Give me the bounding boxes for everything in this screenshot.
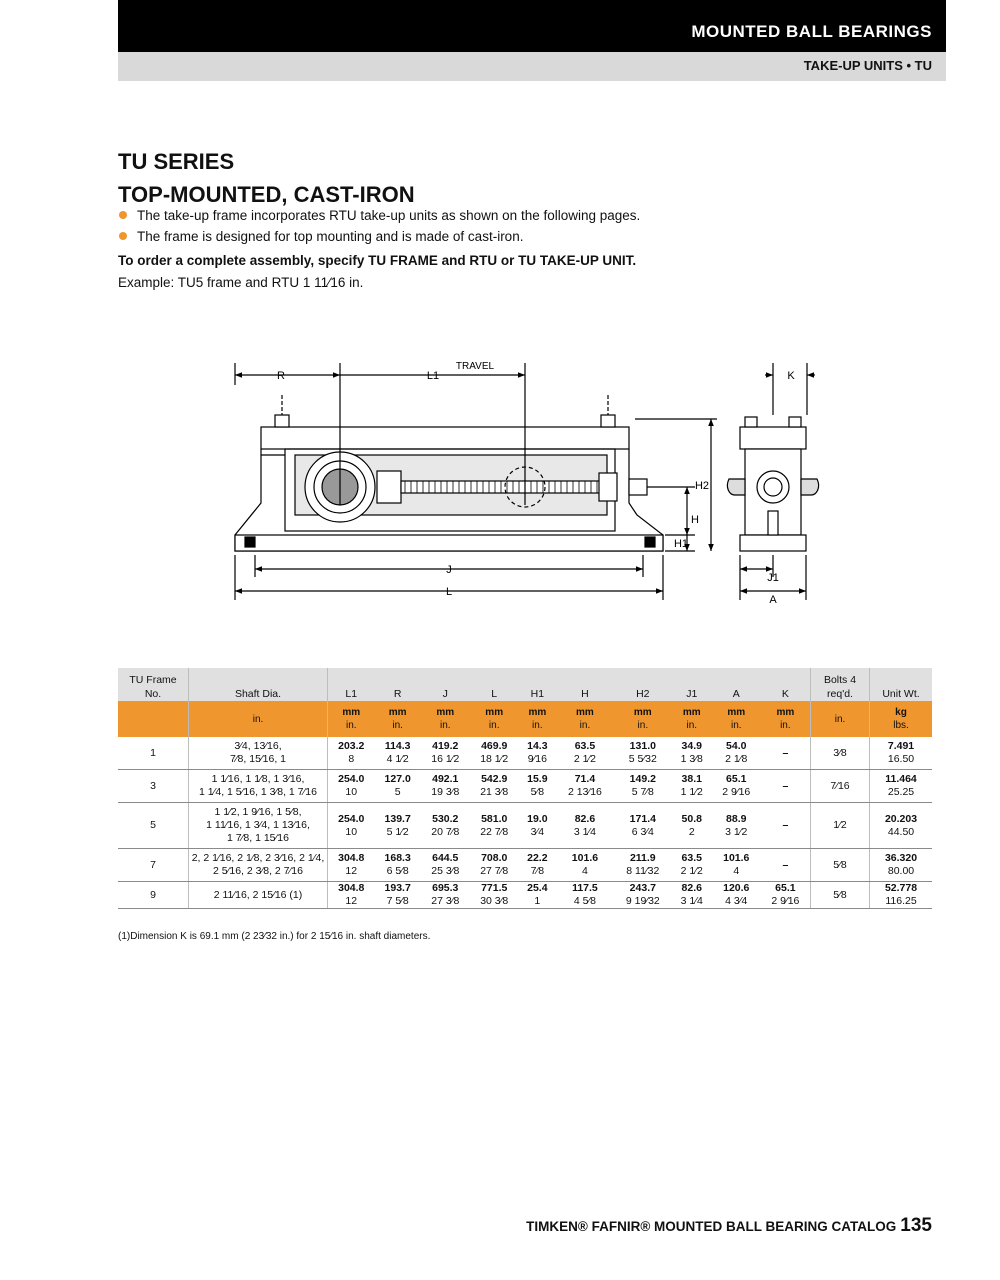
table-body	[118, 737, 932, 909]
shaft-dia-line: 2 11⁄16, 2 15⁄16 (1)	[213, 888, 303, 901]
metric-value: 117.5	[572, 882, 598, 894]
imperial-value: 4 3⁄4	[725, 895, 748, 907]
bullet-icon	[119, 232, 127, 240]
metric-value: 63.5	[574, 740, 596, 752]
dim-label-j1: J1	[767, 572, 779, 584]
dimension-cell	[712, 770, 761, 803]
metric-value: 644.5	[432, 852, 459, 864]
table-header-row	[118, 668, 932, 701]
bolt-size-cell: 1⁄2	[811, 803, 870, 849]
metric-value: 168.3	[384, 852, 411, 864]
table-row	[118, 803, 932, 849]
imperial-value: 2 9⁄16	[771, 895, 800, 907]
metric-value: 127.0	[384, 773, 411, 785]
metric-value: 88.9	[726, 812, 747, 825]
imperial-value: 6 5⁄8	[386, 865, 409, 877]
unit-cell: mm in.	[712, 701, 761, 737]
imperial-value: 25 3⁄8	[431, 865, 460, 877]
weight-cell	[870, 737, 933, 770]
imperial-value: 20 7⁄8	[431, 825, 460, 838]
dimension-cell	[672, 803, 712, 849]
imperial-value: 27 3⁄8	[431, 895, 460, 907]
unit-cell: mm in.	[672, 701, 712, 737]
imperial-value: 6 3⁄4	[631, 825, 654, 838]
imperial-value: 7 5⁄8	[386, 895, 409, 907]
imperial-value: 2 1⁄2	[573, 753, 597, 765]
metric-value: 50.8	[681, 812, 702, 825]
dimension-cell	[421, 770, 470, 803]
metric-value: 114.3	[384, 740, 411, 752]
dim-label-r: R	[277, 370, 285, 382]
weight-kg: 11.464	[885, 773, 917, 785]
order-note: To order a complete assembly, specify TU FRAME and RTU or TU TAKE-UP UNIT.	[118, 253, 637, 268]
frame-number-cell: 5	[118, 803, 189, 849]
bolt-size-cell: 3⁄8	[811, 737, 870, 770]
dim-label-l1: L1	[426, 370, 440, 382]
dimension-cell	[328, 882, 375, 909]
col-h1: H1	[519, 668, 556, 701]
unit-cell: mm in.	[375, 701, 421, 737]
dimension-cell	[556, 849, 614, 882]
metric-value: 771.5	[481, 882, 508, 894]
metric-value: 82.6	[574, 812, 596, 825]
weight-lbs: 116.25	[885, 895, 917, 907]
metric-value: –	[782, 819, 789, 831]
metric-value: 34.9	[681, 740, 702, 752]
dimension-cell	[556, 882, 614, 909]
shaft-dia-cell	[189, 882, 328, 909]
metric-value: 254.0	[338, 812, 365, 825]
unit-cell: mm in.	[556, 701, 614, 737]
dimension-cell	[421, 737, 470, 770]
col-l: L	[470, 668, 519, 701]
metric-value: 581.0	[481, 812, 508, 825]
dimension-cell	[672, 770, 712, 803]
metric-value: 243.7	[629, 882, 656, 894]
feature-item	[118, 226, 640, 247]
metric-value: 708.0	[481, 852, 508, 864]
unit-cell: mm in.	[470, 701, 519, 737]
imperial-value: 4 1⁄2	[386, 753, 409, 765]
imperial-value: 22 7⁄8	[480, 825, 509, 838]
shaft-dia-cell	[189, 770, 328, 803]
col-frame: TU Frame No.	[118, 668, 189, 701]
frame-number-cell: 7	[118, 849, 189, 882]
metric-value: 38.1	[681, 773, 702, 785]
dimension-cell	[470, 849, 519, 882]
footnote: (1)Dimension K is 69.1 mm (2 23⁄32 in.) for 2 15⁄16 in. shaft diameters.	[118, 931, 431, 942]
unit-cell: mm in.	[328, 701, 375, 737]
weight-cell	[870, 803, 933, 849]
metric-value: 15.9	[527, 773, 548, 785]
imperial-value: 1	[534, 895, 541, 907]
imperial-value: 12	[345, 865, 358, 877]
dimension-cell	[470, 882, 519, 909]
imperial-value: 3 1⁄4	[573, 825, 597, 838]
metric-value: 530.2	[432, 812, 459, 825]
dimension-cell	[712, 849, 761, 882]
imperial-value: 30 3⁄8	[480, 895, 509, 907]
metric-value: 131.0	[629, 740, 656, 752]
dimension-cell	[614, 770, 672, 803]
title-line-2: TOP-MOUNTED, CAST-IRON	[118, 182, 415, 207]
dimension-cell	[556, 803, 614, 849]
unit-cell	[118, 701, 189, 737]
shaft-dia-cell	[189, 803, 328, 849]
unit-cell: in.	[189, 701, 328, 737]
metric-value: 101.6	[723, 852, 750, 864]
dimension-cell	[421, 803, 470, 849]
dimension-cell	[375, 770, 421, 803]
dimension-cell	[672, 737, 712, 770]
imperial-value: 3⁄4	[530, 825, 545, 838]
feature-item	[118, 205, 640, 226]
imperial-value: 3 1⁄2	[725, 825, 748, 838]
metric-value: 63.5	[681, 852, 702, 864]
metric-value: 254.0	[338, 773, 365, 785]
shaft-dia-line: 1 11⁄16, 1 3⁄4, 1 13⁄16,	[206, 819, 310, 831]
dimension-cell	[519, 849, 556, 882]
imperial-value: 2 9⁄16	[722, 786, 751, 798]
metric-value: 14.3	[527, 740, 548, 752]
imperial-value: 10	[345, 825, 358, 838]
weight-cell	[870, 770, 933, 803]
imperial-value: 1 3⁄8	[680, 753, 703, 765]
imperial-value: 16 1⁄2	[431, 753, 460, 765]
imperial-value: 9⁄16	[527, 753, 547, 765]
weight-kg: 20.203	[884, 812, 918, 825]
shaft-dia-cell	[189, 849, 328, 882]
imperial-value: 18 1⁄2	[480, 753, 509, 765]
dimension-cell	[375, 803, 421, 849]
order-example: Example: TU5 frame and RTU 1 11⁄16 in.	[118, 275, 364, 290]
weight-kg: 7.491	[887, 740, 915, 752]
weight-lbs: 80.00	[887, 865, 915, 877]
dim-label-travel: TRAVEL	[455, 361, 495, 372]
col-weight: Unit Wt.	[870, 668, 933, 701]
dim-label-a: A	[769, 594, 777, 605]
dimension-cell	[614, 849, 672, 882]
col-a: A	[712, 668, 761, 701]
imperial-value: 2 1⁄8	[725, 753, 748, 765]
dim-label-h1: H1	[673, 538, 689, 550]
dimension-cell	[761, 770, 811, 803]
col-h: H	[556, 668, 614, 701]
col-h2: H2	[614, 668, 672, 701]
shaft-dia-line: 1 1⁄16, 1 1⁄8, 1 3⁄16,	[211, 773, 305, 785]
shaft-dia-cell	[189, 737, 328, 770]
dimension-cell	[421, 882, 470, 909]
shaft-dia-line: 1 1⁄2, 1 9⁄16, 1 5⁄8,	[214, 806, 302, 818]
metric-value: 19.0	[527, 812, 548, 825]
metric-value: 65.1	[775, 882, 796, 894]
col-r: R	[375, 668, 421, 701]
metric-value: 149.2	[629, 773, 656, 785]
dimension-cell	[470, 737, 519, 770]
metric-value: 211.9	[629, 852, 656, 864]
unit-cell: mm in.	[421, 701, 470, 737]
metric-value: 304.8	[338, 852, 365, 864]
page-footer	[526, 1215, 932, 1237]
metric-value: 492.1	[432, 773, 459, 785]
frame-number-cell: 9	[118, 882, 189, 909]
dimension-cell	[672, 882, 712, 909]
metric-value: 120.6	[723, 882, 750, 894]
metric-value: 71.4	[574, 773, 596, 785]
subheader-bar	[118, 52, 946, 81]
header-title: MOUNTED BALL BEARINGS	[691, 22, 932, 41]
imperial-value: 3 1⁄4	[680, 895, 703, 907]
dim-label-k: K	[787, 370, 795, 382]
metric-value: 22.2	[527, 852, 548, 864]
dimension-cell	[761, 803, 811, 849]
dimension-cell	[470, 803, 519, 849]
imperial-value: 12	[345, 895, 358, 907]
imperial-value: 2 13⁄16	[568, 786, 602, 798]
metric-value: 54.0	[726, 740, 747, 752]
imperial-value: 4	[733, 865, 740, 877]
unit-cell: mm in.	[761, 701, 811, 737]
unit-cell: in.	[811, 701, 870, 737]
col-j1: J1	[672, 668, 712, 701]
shaft-dia-line: 1 7⁄8, 1 15⁄16	[227, 832, 289, 844]
table-row	[118, 882, 932, 909]
dimension-cell	[672, 849, 712, 882]
table-row	[118, 737, 932, 770]
dimension-cell	[761, 882, 811, 909]
metric-value: –	[782, 858, 789, 871]
imperial-value: 10	[345, 786, 358, 798]
imperial-value: 9 19⁄32	[625, 895, 660, 907]
feature-text: The take-up frame incorporates RTU take-up units as shown on the following pages.	[137, 208, 641, 223]
dimension-cell	[614, 803, 672, 849]
weight-lbs: 44.50	[887, 825, 915, 838]
page-title	[118, 145, 415, 211]
weight-lbs: 25.25	[887, 786, 915, 798]
table-row	[118, 770, 932, 803]
unit-cell: mm in.	[519, 701, 556, 737]
col-shaft: Shaft Dia.	[189, 668, 328, 701]
dimension-cell	[712, 803, 761, 849]
header-subtitle: TAKE-UP UNITS • TU	[803, 58, 932, 73]
metric-value: 82.6	[681, 882, 702, 894]
unit-cell: mm in.	[614, 701, 672, 737]
dimension-cell	[519, 882, 556, 909]
shaft-dia-line: 3⁄4, 13⁄16,	[234, 740, 282, 752]
weight-lbs: 16.50	[887, 753, 915, 765]
footer-text: TIMKEN® FAFNIR® MOUNTED BALL BEARING CATALOG	[526, 1219, 897, 1234]
bolt-size-cell: 5⁄8	[811, 882, 870, 909]
bolt-size-cell: 7⁄16	[811, 770, 870, 803]
shaft-dia-line: 2 5⁄16, 2 3⁄8, 2 7⁄16	[213, 865, 303, 877]
imperial-value: 4 5⁄8	[573, 895, 597, 907]
dimension-cell	[375, 737, 421, 770]
dimension-cell	[712, 737, 761, 770]
metric-value: 101.6	[571, 852, 599, 864]
table-units-row	[118, 701, 932, 737]
metric-value: 171.4	[629, 812, 656, 825]
dim-label-h2: H2	[694, 480, 709, 492]
dimension-table	[118, 668, 932, 909]
metric-value: 193.7	[384, 882, 411, 894]
metric-value: 65.1	[726, 773, 747, 785]
dim-label-l: L	[445, 586, 453, 598]
metric-value: –	[782, 746, 789, 759]
bullet-icon	[119, 211, 127, 219]
metric-value: 695.3	[432, 882, 459, 894]
dimension-cell	[519, 770, 556, 803]
col-k: K	[761, 668, 811, 701]
col-j: J	[421, 668, 470, 701]
metric-value: 419.2	[432, 740, 459, 752]
imperial-value: 1 1⁄2	[680, 786, 703, 798]
dimension-cell	[614, 737, 672, 770]
dimension-cell	[328, 737, 375, 770]
imperial-value: 7⁄8	[530, 865, 545, 877]
dim-label-h: H	[691, 514, 699, 526]
imperial-value: 5 7⁄8	[631, 786, 654, 798]
dimension-cell	[470, 770, 519, 803]
metric-value: 203.2	[338, 740, 365, 752]
feature-text: The frame is designed for top mounting and is made of cast-iron.	[137, 229, 524, 244]
weight-kg: 52.778	[884, 882, 918, 894]
header-bar	[118, 0, 946, 52]
page-number: 135	[900, 1215, 932, 1236]
dimension-cell	[761, 849, 811, 882]
metric-value: –	[782, 779, 789, 792]
imperial-value: 8	[348, 753, 355, 765]
title-line-1: TU SERIES	[118, 149, 235, 174]
dimension-cell	[375, 882, 421, 909]
weight-cell	[870, 849, 933, 882]
frame-number-cell: 3	[118, 770, 189, 803]
dimension-cell	[421, 849, 470, 882]
col-bolts: Bolts 4 req'd.	[811, 668, 870, 701]
dim-label-j: J	[446, 564, 452, 576]
table-row	[118, 849, 932, 882]
weight-kg: 36.320	[884, 852, 918, 864]
imperial-value: 2 1⁄2	[680, 865, 703, 877]
imperial-value: 8 11⁄32	[626, 865, 660, 877]
shaft-dia-line: 1 1⁄4, 1 5⁄16, 1 3⁄8, 1 7⁄16	[199, 786, 317, 798]
imperial-value: 5 1⁄2	[386, 825, 409, 838]
metric-value: 25.4	[527, 882, 548, 894]
metric-value: 469.9	[481, 740, 508, 752]
imperial-value: 21 3⁄8	[480, 786, 509, 798]
imperial-value: 2	[688, 825, 695, 838]
dimension-cell	[328, 770, 375, 803]
bolt-size-cell: 5⁄8	[811, 849, 870, 882]
shaft-dia-line: 2, 2 1⁄16, 2 1⁄8, 2 3⁄16, 2 1⁄4,	[191, 852, 325, 864]
dimension-cell	[375, 849, 421, 882]
dimension-cell	[556, 770, 614, 803]
imperial-value: 19 3⁄8	[431, 786, 460, 798]
dimension-cell	[614, 882, 672, 909]
frame-number-cell: 1	[118, 737, 189, 770]
dimension-cell	[712, 882, 761, 909]
imperial-value: 27 7⁄8	[480, 865, 509, 877]
take-up-frame-drawing	[225, 355, 835, 605]
dimension-cell	[761, 737, 811, 770]
imperial-value: 5⁄8	[530, 786, 545, 798]
metric-value: 542.9	[481, 773, 508, 785]
unit-cell: kg lbs.	[870, 701, 933, 737]
metric-value: 139.7	[384, 812, 411, 825]
dimension-cell	[556, 737, 614, 770]
shaft-dia-line: 7⁄8, 15⁄16, 1	[229, 753, 287, 765]
dimension-cell	[519, 803, 556, 849]
weight-cell	[870, 882, 933, 909]
col-l1: L1	[328, 668, 375, 701]
dimension-cell	[328, 849, 375, 882]
dimension-cell	[519, 737, 556, 770]
imperial-value: 4	[582, 865, 588, 877]
metric-value: 304.8	[338, 882, 365, 894]
imperial-value: 5 5⁄32	[628, 753, 657, 765]
imperial-value: 5	[394, 786, 401, 798]
feature-list	[118, 205, 640, 247]
dimension-cell	[328, 803, 375, 849]
